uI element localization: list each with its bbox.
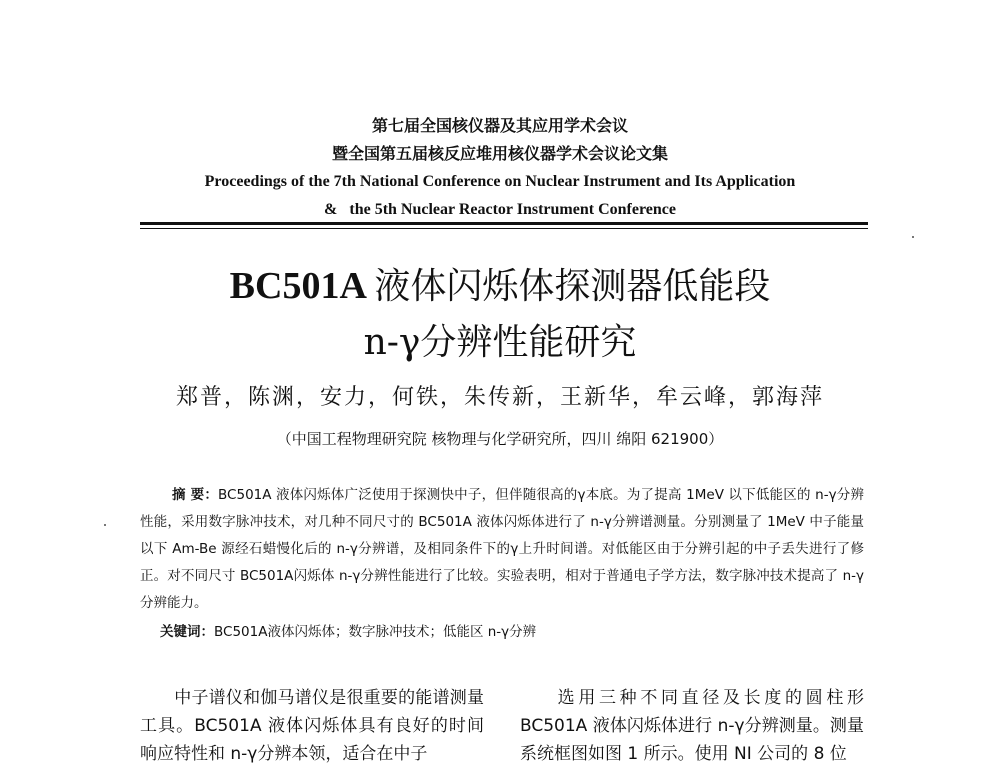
paper-title <box>0 258 1000 371</box>
abstract-label: 摘 要： <box>172 487 219 503</box>
keywords-label: 关键词： <box>160 624 214 640</box>
keywords-text: BC501A液体闪烁体；数字脉冲技术；低能区 n-γ分辨 <box>214 624 537 640</box>
abstract <box>140 482 864 617</box>
conference-title-cn: 第七届全国核仪器及其应用学术会议 <box>371 116 628 135</box>
header-rule-thick <box>140 222 868 225</box>
conference-title-en: Proceedings of the 7th National Conference on Nuclear Instrument and Its Application <box>204 173 796 190</box>
keywords <box>160 620 536 640</box>
author-list: 郑普，陈渊，安力，何铁，朱传新，王新华，牟云峰，郭海萍 <box>175 385 824 410</box>
conference-header <box>0 112 1000 224</box>
body-column-left <box>140 684 484 768</box>
body-left-text: 中子谱仪和伽马谱仪是很重要的能谱测量工具。BC501A 液体闪烁体具有良好的时间响应特性和 n-γ分辨本领，适合在中子 <box>140 688 484 764</box>
scan-speck <box>912 236 914 238</box>
paper-title-line2: n-γ分辨性能研究 <box>363 322 637 363</box>
scan-speck <box>104 524 106 526</box>
affiliation: （中国工程物理研究院 核物理与化学研究所，四川 绵阳 621900） <box>276 430 724 448</box>
proceedings-title-cn: 暨全国第五届核反应堆用核仪器学术会议论文集 <box>331 144 668 163</box>
paper-title-line1: 液体闪烁体探测器低能段 <box>374 266 771 307</box>
abstract-text: BC501A 液体闪烁体广泛使用于探测快中子，但伴随很高的γ本底。为了提高 1MeV 以下低能区的 n-γ分辨性能，采用数字脉冲技术，对几种不同尺寸的 BC501A 液体闪烁体进行了 n-γ分辨谱测量。分别测量了 1MeV 中子能量以下 Am-Be 源经石蜡慢化后的 n-γ分辨谱，及相同条件下的γ上升时间谱。对低能区由于分辨引起的中子丢失进行了修正。对不同尺寸 BC501A闪烁体 n-γ分辨性能进行了比较。实验表明，相对于普通电子学方法，数字脉冲技术提高了 n-γ分辨能力。 <box>140 487 864 611</box>
body-right-text: 选用三种不同直径及长度的圆柱形 BC501A 液体闪烁体进行 n-γ分辨测量。测量系统框图如图 1 所示。使用 NI 公司的 8 位 <box>520 688 864 764</box>
body-column-right <box>520 684 864 768</box>
conference-subtitle-en: & the 5th Nuclear Reactor Instrument Conference <box>324 201 676 218</box>
paper-title-latin: BC501A <box>229 265 375 307</box>
header-rule-thin <box>140 228 868 229</box>
